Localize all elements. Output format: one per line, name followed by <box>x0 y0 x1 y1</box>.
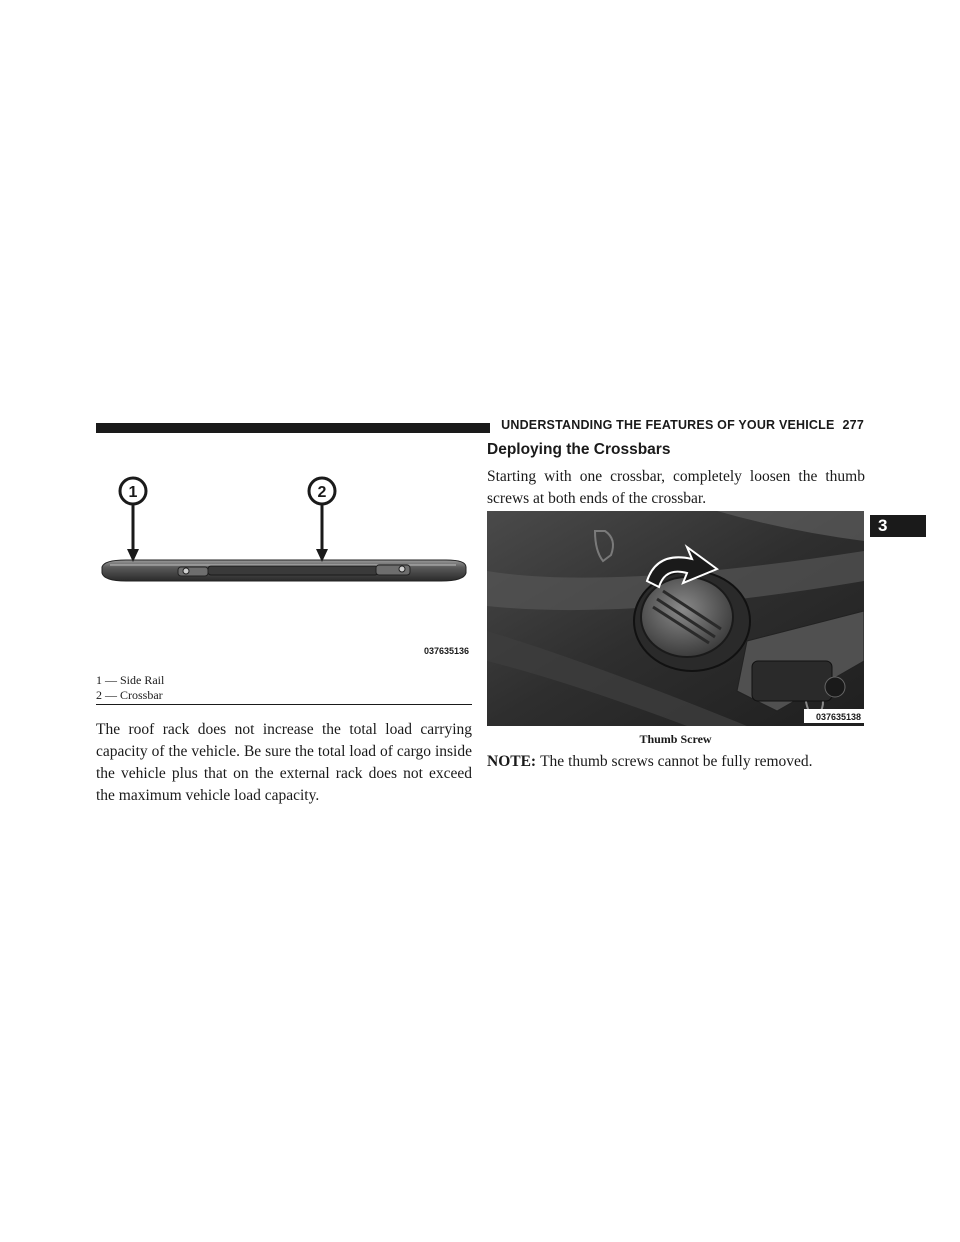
note-text: The thumb screws cannot be fully removed. <box>540 753 813 770</box>
header-title: UNDERSTANDING THE FEATURES OF YOUR VEHICLE <box>501 418 835 432</box>
page-number: 277 <box>842 418 864 432</box>
callout-1-label: 1 <box>128 484 138 501</box>
caption-line-crossbar: 2 — Crossbar <box>96 688 163 702</box>
callout-2-label: 2 <box>317 484 327 501</box>
thumb-screw-illustration <box>487 511 864 726</box>
figure-1-code: 037635136 <box>423 646 469 656</box>
note-label: NOTE: <box>487 753 537 770</box>
crossbar-shape <box>208 566 378 575</box>
caption-line-side-rail: 1 — Side Rail <box>96 673 165 687</box>
deploy-paragraph: Starting with one crossbar, completely loosen the thumb screws at both ends of the crossbar. <box>487 468 865 507</box>
note <box>487 751 865 773</box>
load-capacity-paragraph: The roof rack does not increase the total load carrying capacity of the vehicle. Be sure the total load of cargo inside the vehicle plus that on the external rack does not exceed the maximum vehicle load capacity. <box>96 721 472 804</box>
chapter-tab: 3 <box>870 515 926 537</box>
thumb-screw-figure <box>487 511 864 726</box>
running-header <box>500 418 864 432</box>
side-rail-figure <box>96 465 472 665</box>
side-rail-caption <box>96 673 472 703</box>
section-heading: Deploying the Crossbars <box>487 441 671 458</box>
header-rule <box>96 423 490 433</box>
figure-2-code: 037635138 <box>815 712 861 722</box>
side-rail-illustration <box>96 465 472 665</box>
thumb-screw-caption: Thumb Screw <box>639 732 712 746</box>
caption-rule <box>96 704 472 705</box>
